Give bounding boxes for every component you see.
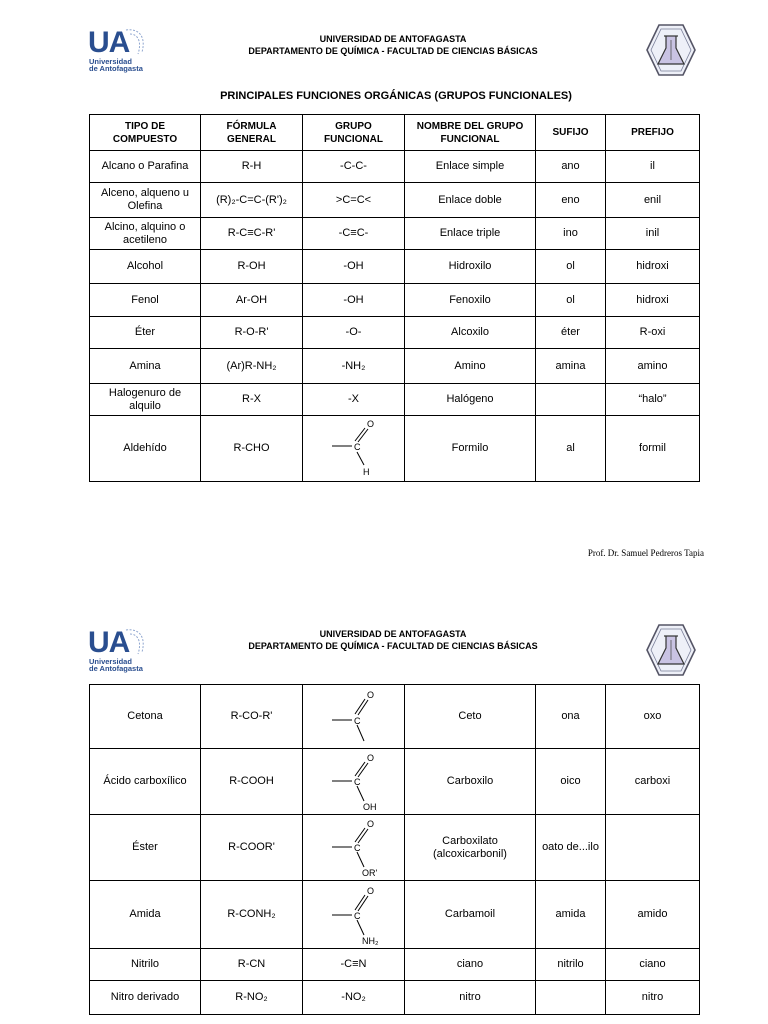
cell-sufijo: nitrilo [536, 949, 606, 981]
col-header-grupo: GRUPO FUNCIONAL [303, 115, 405, 151]
cell-prefijo: amino [606, 349, 700, 384]
cell-formula: R-CONH₂ [201, 881, 303, 949]
cell-nombre: Hidroxilo [405, 250, 536, 284]
struct-bottom-atom: NH₂ [361, 935, 378, 946]
table-row [90, 685, 700, 749]
department-name: DEPARTAMENTO DE QUÍMICA - FACULTAD DE CIENCIAS BÁSICAS [248, 46, 538, 56]
cell-sufijo: amina [536, 349, 606, 384]
cell-prefijo: “halo” [606, 384, 700, 416]
functional-groups-table-2 [89, 684, 700, 1015]
cell-nombre: Formilo [405, 416, 536, 482]
logo-line-1: Universidad [89, 57, 132, 66]
logo-main-text: UA [88, 26, 130, 59]
cell-tipo: Aldehído [90, 416, 201, 482]
cell-formula: R-NO₂ [201, 981, 303, 1015]
cell-nombre: Enlace simple [405, 151, 536, 183]
cell-tipo: Nitrilo [90, 949, 201, 981]
cell-nombre: Carbamoil [405, 881, 536, 949]
cell-sufijo: ona [536, 685, 606, 749]
table-header-row [90, 115, 700, 151]
cell-formula: R-O-R' [201, 317, 303, 349]
page-2 [0, 600, 768, 1024]
cell-tipo: Nitro derivado [90, 981, 201, 1015]
cell-nombre: Amino [405, 349, 536, 384]
col-header-sufijo: SUFIJO [536, 115, 606, 151]
table-row [90, 416, 700, 482]
cell-sufijo: oico [536, 749, 606, 815]
logo-line-1: Universidad [89, 657, 132, 666]
table-row [90, 981, 700, 1015]
university-name: UNIVERSIDAD DE ANTOFAGASTA [319, 629, 467, 639]
cell-nombre: nitro [405, 981, 536, 1015]
cell-grupo: -NO₂ [303, 981, 405, 1015]
table-row [90, 218, 700, 250]
cell-prefijo: nitro [606, 981, 700, 1015]
page-title: PRINCIPALES FUNCIONES ORGÁNICAS (GRUPOS FUNCIONALES) [220, 90, 572, 102]
struct-center-atom: C [353, 842, 360, 853]
cell-grupo-structure [303, 749, 405, 815]
cell-formula: (R)₂-C=C-(R')₂ [201, 183, 303, 218]
cell-tipo: Ácido carboxílico [90, 749, 201, 815]
cell-formula: R-COOR' [201, 815, 303, 881]
cell-tipo: Amina [90, 349, 201, 384]
struct-center-atom: C [353, 776, 360, 787]
struct-center-atom: C [353, 715, 360, 726]
cell-grupo: -OH [303, 284, 405, 317]
cell-sufijo: ano [536, 151, 606, 183]
cell-tipo: Fenol [90, 284, 201, 317]
functional-groups-table-1 [89, 114, 700, 482]
cell-prefijo: formil [606, 416, 700, 482]
table-row [90, 284, 700, 317]
struct-bottom-atom: OR' [361, 867, 377, 878]
cell-prefijo: il [606, 151, 700, 183]
cell-tipo: Éter [90, 317, 201, 349]
cell-formula: R-CHO [201, 416, 303, 482]
struct-bottom-atom: OH [362, 801, 376, 812]
cell-grupo: -C-C- [303, 151, 405, 183]
logo-swirl-icon [122, 26, 148, 60]
university-logo [88, 628, 150, 674]
author-footer: Prof. Dr. Samuel Pedreros Tapia [587, 548, 704, 558]
cell-sufijo [536, 384, 606, 416]
col-header-formula: FÓRMULA GENERAL [201, 115, 303, 151]
cell-tipo: Alcino, alquino o acetileno [90, 218, 201, 250]
table-row [90, 183, 700, 218]
cell-prefijo [606, 815, 700, 881]
cell-grupo: >C=C< [303, 183, 405, 218]
cell-tipo: Amida [90, 881, 201, 949]
table-row [90, 815, 700, 881]
department-name: DEPARTAMENTO DE QUÍMICA - FACULTAD DE CIENCIAS BÁSICAS [248, 641, 538, 651]
cell-nombre: Halógeno [405, 384, 536, 416]
struct-top-atom: O [366, 689, 374, 700]
cell-formula: R-OH [201, 250, 303, 284]
cell-grupo: -X [303, 384, 405, 416]
aldehyde-structure-diagram [306, 419, 402, 479]
cell-prefijo: amido [606, 881, 700, 949]
amide-structure-diagram [306, 883, 402, 947]
table-row [90, 349, 700, 384]
university-name: UNIVERSIDAD DE ANTOFAGASTA [319, 34, 467, 44]
cell-nombre: Enlace doble [405, 183, 536, 218]
cell-prefijo: hidroxi [606, 284, 700, 317]
cell-formula: R-CO-R' [201, 685, 303, 749]
cell-prefijo: carboxi [606, 749, 700, 815]
struct-bottom-atom: H [362, 466, 369, 477]
logo-main-text: UA [88, 626, 130, 659]
chemistry-flask-logo-icon [645, 22, 697, 78]
struct-top-atom: O [366, 818, 374, 829]
col-header-nombre: NOMBRE DEL GRUPO FUNCIONAL [405, 115, 536, 151]
cell-sufijo: al [536, 416, 606, 482]
logo-line-2: de Antofagasta [89, 664, 143, 673]
cell-formula: R-X [201, 384, 303, 416]
logo-swirl-icon [122, 626, 148, 660]
table-row [90, 151, 700, 183]
logo-line-2: de Antofagasta [89, 64, 143, 73]
cell-nombre: Enlace triple [405, 218, 536, 250]
cell-prefijo: enil [606, 183, 700, 218]
cell-nombre: Ceto [405, 685, 536, 749]
cell-prefijo: R-oxi [606, 317, 700, 349]
cell-formula: Ar-OH [201, 284, 303, 317]
carboxylic-acid-structure-diagram [306, 751, 402, 813]
struct-center-atom: C [353, 910, 360, 921]
cell-sufijo: éter [536, 317, 606, 349]
struct-top-atom: O [366, 885, 374, 896]
cell-formula: R-CN [201, 949, 303, 981]
struct-top-atom: O [366, 418, 374, 429]
cell-sufijo [536, 981, 606, 1015]
cell-formula: R-H [201, 151, 303, 183]
ketone-structure-diagram [306, 687, 402, 747]
cell-prefijo: inil [606, 218, 700, 250]
cell-tipo: Alcano o Parafina [90, 151, 201, 183]
cell-grupo-structure [303, 881, 405, 949]
cell-grupo: -NH₂ [303, 349, 405, 384]
cell-formula: (Ar)R-NH₂ [201, 349, 303, 384]
cell-grupo-structure [303, 685, 405, 749]
cell-tipo: Cetona [90, 685, 201, 749]
cell-tipo: Halogenuro de alquilo [90, 384, 201, 416]
page-header [0, 620, 768, 680]
cell-formula: R-COOH [201, 749, 303, 815]
table-row [90, 749, 700, 815]
page-header [0, 20, 768, 80]
cell-sufijo: ino [536, 218, 606, 250]
chemistry-flask-logo-icon [645, 622, 697, 678]
table-row [90, 881, 700, 949]
cell-tipo: Alcohol [90, 250, 201, 284]
table-row [90, 949, 700, 981]
cell-tipo: Alceno, alqueno u Olefina [90, 183, 201, 218]
cell-sufijo: ol [536, 284, 606, 317]
ester-structure-diagram [306, 817, 402, 879]
cell-grupo: -OH [303, 250, 405, 284]
cell-prefijo: oxo [606, 685, 700, 749]
cell-grupo-structure [303, 416, 405, 482]
cell-sufijo: ol [536, 250, 606, 284]
struct-center-atom: C [353, 441, 360, 452]
cell-sufijo: amida [536, 881, 606, 949]
struct-top-atom: O [366, 752, 374, 763]
cell-nombre: Carboxilo [405, 749, 536, 815]
cell-formula: R-C≡C-R' [201, 218, 303, 250]
cell-grupo: -O- [303, 317, 405, 349]
col-header-prefijo: PREFIJO [606, 115, 700, 151]
table-row [90, 384, 700, 416]
cell-nombre: Fenoxilo [405, 284, 536, 317]
cell-prefijo: ciano [606, 949, 700, 981]
cell-nombre: Carboxilato (alcoxicarbonil) [405, 815, 536, 881]
cell-nombre: Alcoxilo [405, 317, 536, 349]
cell-nombre: ciano [405, 949, 536, 981]
cell-sufijo: oato de...ilo [536, 815, 606, 881]
university-logo [88, 28, 150, 74]
col-header-tipo: TIPO DE COMPUESTO [90, 115, 201, 151]
cell-grupo-structure [303, 815, 405, 881]
cell-grupo: -C≡N [303, 949, 405, 981]
cell-prefijo: hidroxi [606, 250, 700, 284]
table-row [90, 317, 700, 349]
table-row [90, 250, 700, 284]
cell-grupo: -C≡C- [303, 218, 405, 250]
cell-tipo: Éster [90, 815, 201, 881]
cell-sufijo: eno [536, 183, 606, 218]
